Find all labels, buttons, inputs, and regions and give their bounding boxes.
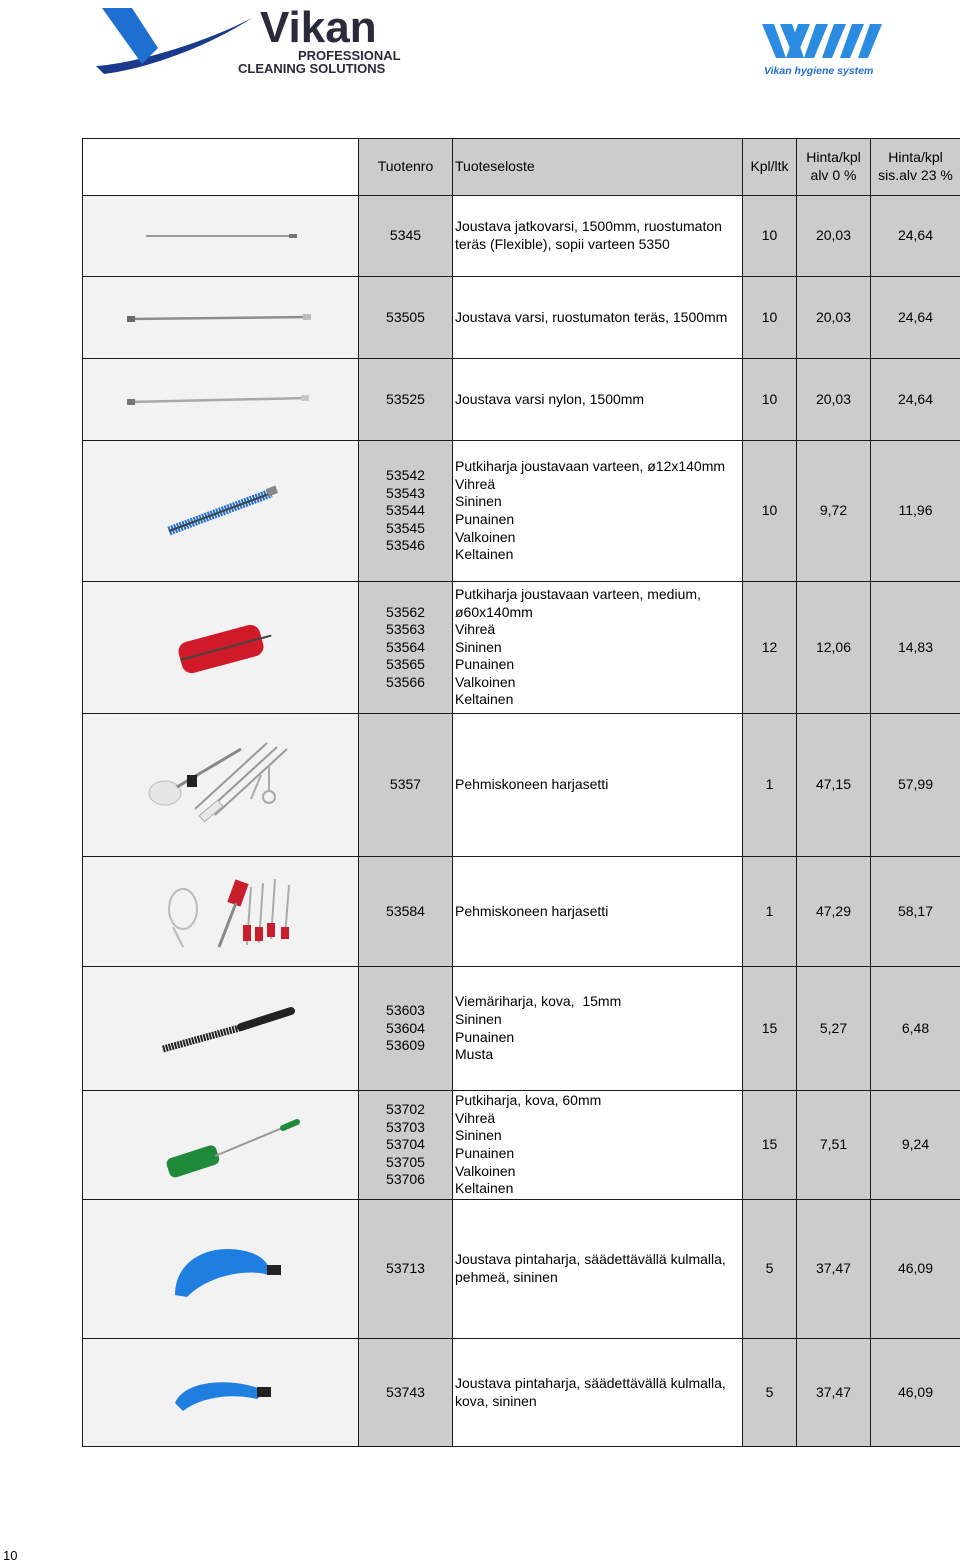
product-code: 5357 xyxy=(389,776,422,793)
product-color-option: Keltainen xyxy=(455,1180,514,1197)
table-row xyxy=(83,582,960,714)
header-qty: Kpl/ltk xyxy=(743,139,797,196)
product-code-cell xyxy=(359,714,453,857)
product-code: 53505 xyxy=(386,308,425,325)
red-pipe-brush-icon xyxy=(91,613,351,683)
product-qty: 12 xyxy=(743,582,797,714)
product-color-option: Keltainen xyxy=(455,691,514,708)
product-code-cell xyxy=(359,1091,453,1200)
logo-stroke-icon xyxy=(102,8,158,64)
product-description-cell xyxy=(453,582,743,714)
product-price-inc: 46,09 xyxy=(871,1339,960,1447)
product-color-option: Punainen xyxy=(455,656,515,673)
product-description: Joustava pintaharja, säädettävällä kulmalla, kova, sininen xyxy=(455,1374,726,1409)
table-row xyxy=(83,441,960,582)
flexible-steel-rod-icon xyxy=(91,226,351,246)
product-code-cell xyxy=(359,441,453,582)
product-color-option: Valkoinen xyxy=(455,673,516,690)
product-code: 53565 xyxy=(386,656,425,673)
product-code-cell xyxy=(359,1339,453,1447)
product-color-option: Sininen xyxy=(455,493,502,510)
product-price-ex: 5,27 xyxy=(797,967,871,1091)
header-price-ex xyxy=(797,139,871,196)
header-price-inc-line1: Hinta/kpl xyxy=(888,149,943,166)
product-code-cell xyxy=(359,582,453,714)
product-color-option: Valkoinen xyxy=(455,1162,516,1179)
product-qty: 10 xyxy=(743,277,797,359)
product-code-cell xyxy=(359,1200,453,1339)
product-description-cell xyxy=(453,1200,743,1339)
blue-pipe-brush-icon xyxy=(91,481,351,541)
product-description-cell xyxy=(453,1091,743,1200)
product-price-ex: 12,06 xyxy=(797,582,871,714)
product-description: Putkiharja joustavaan varteen, medium, ø60x140mm xyxy=(455,585,701,620)
table-row xyxy=(83,857,960,967)
product-image-cell xyxy=(83,1200,359,1339)
product-color-option: Punainen xyxy=(455,511,515,527)
hygiene-stripes-icon xyxy=(762,24,882,58)
product-code-cell xyxy=(359,967,453,1091)
product-code-cell xyxy=(359,277,453,359)
product-color-option: Musta xyxy=(455,1046,494,1063)
system-name: Vikan hygiene system xyxy=(764,65,874,77)
product-code-cell xyxy=(359,196,453,277)
product-code: 53545 xyxy=(386,519,425,536)
flexible-nylon-handle-icon xyxy=(91,390,351,410)
flexible-steel-handle-icon xyxy=(91,308,351,328)
product-description-cell xyxy=(453,714,743,857)
header-code: Tuotenro xyxy=(359,139,453,196)
product-image-cell xyxy=(83,441,359,582)
product-code: 53604 xyxy=(386,1019,425,1036)
table-row xyxy=(83,1339,960,1447)
product-price-ex: 20,03 xyxy=(797,196,871,277)
product-image-cell xyxy=(83,714,359,857)
logo-tagline-2: CLEANING SOLUTIONS xyxy=(238,61,386,76)
product-qty: 15 xyxy=(743,1091,797,1200)
product-image-cell xyxy=(83,1339,359,1447)
product-description-cell xyxy=(453,441,743,582)
product-code: 53563 xyxy=(386,621,425,638)
price-table xyxy=(82,138,960,1447)
product-description: Putkiharja joustavaan varteen, ø12x140mm xyxy=(455,458,726,475)
product-price-ex: 47,29 xyxy=(797,857,871,967)
table-row xyxy=(83,277,960,359)
product-price-ex: 7,51 xyxy=(797,1091,871,1200)
header-price-inc xyxy=(871,139,960,196)
product-color-option: Sininen xyxy=(455,638,502,655)
product-price-inc: 24,64 xyxy=(871,196,960,277)
header-description: Tuoteseloste xyxy=(453,139,743,196)
header-price-ex-line1: Hinta/kpl xyxy=(806,149,861,166)
product-price-ex: 37,47 xyxy=(797,1339,871,1447)
product-description-cell xyxy=(453,1339,743,1447)
hard-surface-brush-icon xyxy=(91,1363,351,1423)
product-image-cell xyxy=(83,857,359,967)
product-code: 53743 xyxy=(386,1383,425,1400)
product-qty: 10 xyxy=(743,359,797,441)
vikan-logo xyxy=(92,4,432,80)
product-image-cell xyxy=(83,582,359,714)
vikan-hygiene-system-logo xyxy=(762,14,892,80)
product-code: 53544 xyxy=(386,502,425,519)
product-qty: 1 xyxy=(743,714,797,857)
product-description: Pehmiskoneen harjasetti xyxy=(455,902,609,919)
header-image-cell xyxy=(83,139,359,196)
product-code: 53525 xyxy=(386,390,425,407)
product-code: 53702 xyxy=(386,1101,425,1118)
product-code: 53703 xyxy=(386,1118,425,1135)
table-row xyxy=(83,1091,960,1200)
product-image-cell xyxy=(83,967,359,1091)
drain-brush-icon xyxy=(91,999,351,1059)
product-price-ex: 37,47 xyxy=(797,1200,871,1339)
product-code: 53603 xyxy=(386,1002,425,1019)
product-price-inc: 14,83 xyxy=(871,582,960,714)
product-code-cell xyxy=(359,359,453,441)
product-price-ex: 47,15 xyxy=(797,714,871,857)
product-description-cell xyxy=(453,277,743,359)
product-color-option: Vihreä xyxy=(455,1109,496,1126)
white-brush-set-icon xyxy=(91,735,351,835)
product-color-option: Sininen xyxy=(455,1010,502,1027)
product-price-inc: 6,48 xyxy=(871,967,960,1091)
table-row xyxy=(83,196,960,277)
product-code: 53706 xyxy=(386,1171,425,1188)
product-description: Joustava varsi, ruostumaton teräs, 1500mm xyxy=(455,308,728,325)
product-color-option: Vihreä xyxy=(455,621,496,638)
product-code: 53564 xyxy=(386,638,425,655)
product-qty: 10 xyxy=(743,196,797,277)
page-number: 10 xyxy=(3,1548,18,1563)
product-description-cell xyxy=(453,857,743,967)
table-row xyxy=(83,714,960,857)
product-color-option: Keltainen xyxy=(455,546,514,563)
product-price-ex: 20,03 xyxy=(797,359,871,441)
product-price-inc: 11,96 xyxy=(871,441,960,582)
product-price-inc: 24,64 xyxy=(871,277,960,359)
product-code: 53546 xyxy=(386,537,425,554)
product-color-option: Punainen xyxy=(455,1028,515,1045)
product-qty: 1 xyxy=(743,857,797,967)
header-price-ex-line2: alv 0 % xyxy=(810,167,857,183)
logo-tagline-1: PROFESSIONAL xyxy=(298,48,401,63)
green-pipe-brush-icon xyxy=(91,1110,351,1180)
product-code: 53566 xyxy=(386,673,425,690)
product-price-ex: 20,03 xyxy=(797,277,871,359)
product-description: Putkiharja, kova, 60mm xyxy=(455,1092,602,1109)
product-description: Viemäriharja, kova, 15mm xyxy=(455,993,622,1010)
product-description: Pehmiskoneen harjasetti xyxy=(455,776,609,793)
product-code: 5345 xyxy=(389,227,422,244)
product-code-cell xyxy=(359,857,453,967)
product-code: 53609 xyxy=(386,1037,425,1054)
product-price-inc: 46,09 xyxy=(871,1200,960,1339)
product-color-option: Sininen xyxy=(455,1127,502,1144)
soft-surface-brush-icon xyxy=(91,1229,351,1309)
product-qty: 10 xyxy=(743,441,797,582)
product-code: 53543 xyxy=(386,484,425,501)
product-code: 53713 xyxy=(386,1260,425,1277)
red-brush-set-icon xyxy=(91,867,351,957)
product-qty: 5 xyxy=(743,1339,797,1447)
product-description-cell xyxy=(453,196,743,277)
product-color-option: Valkoinen xyxy=(455,528,516,545)
product-image-cell xyxy=(83,1091,359,1200)
product-price-inc: 9,24 xyxy=(871,1091,960,1200)
product-code: 53705 xyxy=(386,1153,425,1170)
product-color-option: Punainen xyxy=(455,1145,515,1161)
table-row xyxy=(83,359,960,441)
product-price-inc: 58,17 xyxy=(871,857,960,967)
table-header-row xyxy=(83,139,960,196)
product-price-inc: 24,64 xyxy=(871,359,960,441)
product-image-cell xyxy=(83,359,359,441)
product-qty: 15 xyxy=(743,967,797,1091)
product-code: 53542 xyxy=(386,467,425,484)
product-description: Joustava jatkovarsi, 1500mm, ruostumaton teräs (Flexible), sopii varteen 5350 xyxy=(455,218,722,252)
product-image-cell xyxy=(83,277,359,359)
product-code: 53584 xyxy=(386,902,425,919)
product-price-ex: 9,72 xyxy=(797,441,871,582)
product-description: Joustava varsi nylon, 1500mm xyxy=(455,390,645,407)
logo-wordmark: Vikan xyxy=(260,4,377,52)
product-qty: 5 xyxy=(743,1200,797,1339)
product-image-cell xyxy=(83,196,359,277)
product-description-cell xyxy=(453,967,743,1091)
product-code: 53704 xyxy=(386,1136,425,1153)
product-price-inc: 57,99 xyxy=(871,714,960,857)
product-color-option: Vihreä xyxy=(455,475,496,492)
product-code: 53562 xyxy=(386,603,425,620)
product-description-cell xyxy=(453,359,743,441)
header-price-inc-line2: sis.alv 23 % xyxy=(878,167,953,183)
product-description: Joustava pintaharja, säädettävällä kulmalla, pehmeä, sininen xyxy=(455,1251,726,1285)
table-row xyxy=(83,967,960,1091)
table-row xyxy=(83,1200,960,1339)
